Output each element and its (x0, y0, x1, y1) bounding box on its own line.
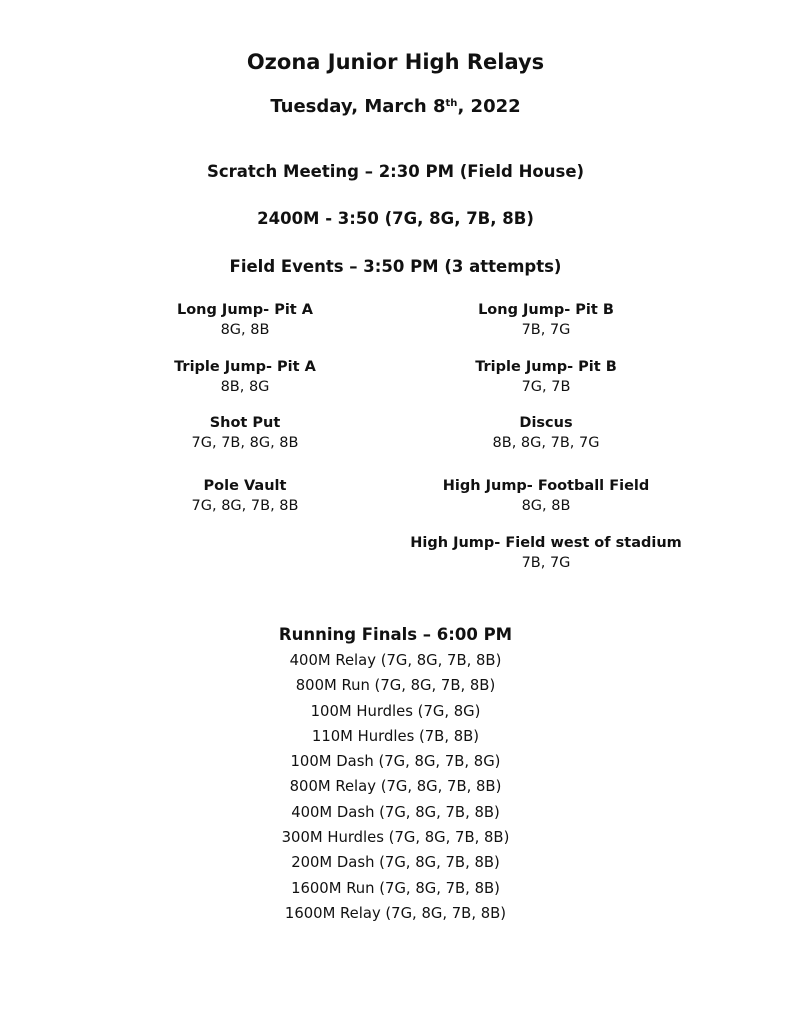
field-event-name: Triple Jump- Pit A (174, 359, 316, 375)
field-event (192, 476, 299, 517)
running-finals (0, 622, 791, 926)
date-year: , 2022 (457, 96, 521, 117)
field-event (443, 476, 650, 517)
field-event-name: High Jump- Football Field (442, 478, 650, 494)
field-events-header: Field Events – 3:50 PM (3 attempts) (229, 257, 562, 276)
running-event: 1600M Relay (7G, 8G, 7B, 8B) (284, 904, 507, 922)
field-event-divisions: 7G, 7B (521, 379, 571, 395)
field-event-divisions: 7B, 7G (521, 555, 571, 571)
date-text: Tuesday, March 8 (270, 96, 446, 117)
field-event (177, 300, 313, 341)
running-finals-header: Running Finals – 6:00 PM (278, 625, 513, 644)
field-event-name: High Jump- Field west of stadium (410, 535, 682, 551)
running-event: 400M Dash (7G, 8G, 7B, 8B) (291, 803, 500, 821)
running-event: 800M Run (7G, 8G, 7B, 8B) (295, 677, 496, 695)
running-event: 110M Hurdles (7B, 8B) (311, 727, 480, 745)
running-event: 300M Hurdles (7G, 8G, 7B, 8B) (281, 829, 510, 847)
field-event (475, 357, 617, 398)
field-event-name: Long Jump- Pit A (176, 302, 314, 318)
field-event-divisions: 8B, 8G, 7B, 7G (492, 435, 600, 451)
field-event-name: Triple Jump- Pit B (475, 359, 617, 375)
field-event-divisions: 8G, 8B (521, 498, 571, 514)
field-event (174, 357, 316, 398)
field-event-divisions: 8G, 8B (220, 322, 270, 338)
running-event: 100M Hurdles (7G, 8G) (310, 702, 481, 720)
running-event: 800M Relay (7G, 8G, 7B, 8B) (289, 778, 502, 796)
field-event (493, 413, 600, 454)
field-event-name: Discus (519, 415, 573, 431)
field-event-divisions: 8B, 8G (220, 379, 270, 395)
field-event-name: Pole Vault (203, 478, 287, 494)
field-event (192, 413, 299, 454)
running-event: 400M Relay (7G, 8G, 7B, 8B) (289, 652, 502, 669)
field-event-name: Shot Put (209, 415, 281, 431)
field-event-divisions: 7B, 7G (521, 322, 571, 338)
field-event (478, 300, 614, 341)
field-event-name: Long Jump- Pit B (478, 302, 614, 318)
date-ordinal-suffix: th (445, 98, 458, 109)
field-event (410, 533, 682, 574)
event-date (0, 96, 791, 117)
running-event: 100M Dash (7G, 8G, 7B, 8G) (290, 753, 501, 771)
field-event-divisions: 7G, 7B, 8G, 8B (191, 435, 299, 451)
page-title: Ozona Junior High Relays (246, 50, 545, 74)
field-event-divisions: 7G, 8G, 7B, 8B (191, 498, 299, 514)
running-event: 200M Dash (7G, 8G, 7B, 8B) (291, 854, 500, 872)
scratch-meeting: Scratch Meeting – 2:30 PM (Field House) (206, 162, 585, 181)
running-event: 1600M Run (7G, 8G, 7B, 8B) (291, 879, 500, 897)
race-2400m: 2400M - 3:50 (7G, 8G, 7B, 8B) (257, 209, 534, 228)
